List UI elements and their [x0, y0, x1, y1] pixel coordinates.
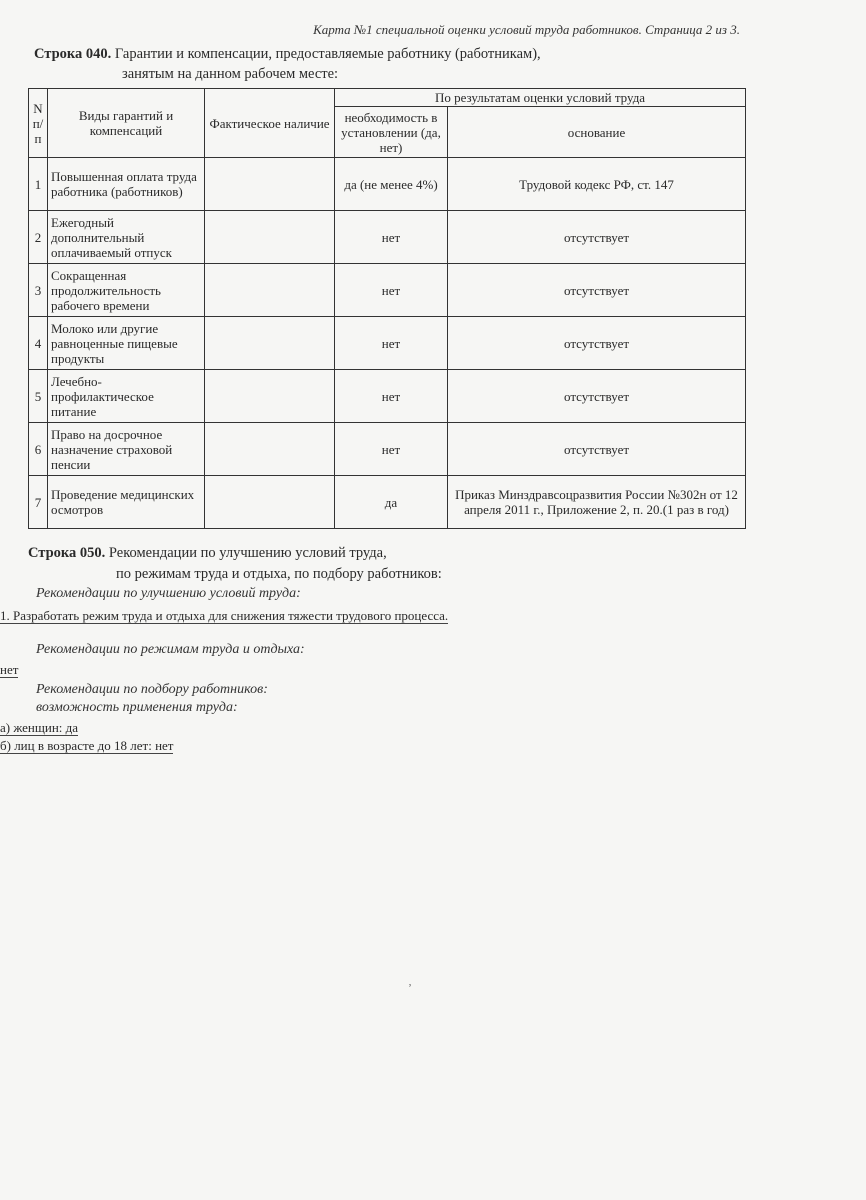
row-kind: Лечебно-профилактическое питание — [48, 370, 205, 423]
row-actual — [205, 317, 335, 370]
col-basis-header: основание — [448, 107, 746, 158]
row-num: 1 — [29, 158, 48, 211]
table-row — [29, 264, 746, 317]
women-value: а) женщин: да — [0, 720, 79, 735]
scan-speck: ‚ — [408, 974, 412, 988]
col-actual-header: Фактическое наличие — [205, 89, 335, 158]
section-040-text: Гарантии и компенсации, предоставляемые работнику (работникам), — [114, 46, 541, 62]
regime-value: нет — [0, 662, 19, 677]
row-actual — [205, 264, 335, 317]
row-basis: отсутствует — [448, 423, 746, 476]
table-row — [29, 476, 746, 529]
row-need: нет — [335, 370, 448, 423]
row-basis: отсутствует — [448, 211, 746, 264]
row-actual — [205, 370, 335, 423]
row-need: нет — [335, 211, 448, 264]
row-need: нет — [335, 423, 448, 476]
row-basis: Приказ Минздравсоцразвития России №302н от 12 апреля 2011 г., Приложение 2, п. 20.(1 раз в год) — [448, 476, 746, 529]
row-num: 3 — [29, 264, 48, 317]
row-num: 4 — [29, 317, 48, 370]
improve-value: 1. Разработать режим труда и отдыха для снижения тяжести трудового процесса. — [0, 608, 449, 623]
row-num: 2 — [29, 211, 48, 264]
row-basis: Трудовой кодекс РФ, ст. 147 — [448, 158, 746, 211]
row-basis: отсутствует — [448, 264, 746, 317]
guarantees-table — [28, 88, 746, 529]
row-basis: отсутствует — [448, 317, 746, 370]
row-need: нет — [335, 317, 448, 370]
section-040-title-cont: занятым на данном рабочем месте: — [122, 66, 339, 82]
selection-label: Рекомендации по подбору работников: — [36, 682, 268, 697]
col-num-header: N п/п — [29, 89, 48, 158]
possibility-label: возможность применения труда: — [36, 700, 238, 715]
minors-value: б) лиц в возрасте до 18 лет: нет — [0, 738, 174, 753]
row-kind: Повышенная оплата труда работника (работников) — [48, 158, 205, 211]
section-050-text: Рекомендации по улучшению условий труда, — [108, 545, 387, 561]
section-050-label: Строка 050. — [28, 545, 106, 561]
table-row — [29, 158, 746, 211]
col-group-header: По результатам оценки условий труда — [335, 89, 746, 107]
row-num: 7 — [29, 476, 48, 529]
page-header: Карта №1 специальной оценки условий труда работников. Страница 2 из 3. — [313, 22, 740, 37]
row-need: нет — [335, 264, 448, 317]
table-row — [29, 423, 746, 476]
regime-label: Рекомендации по режимам труда и отдыха: — [36, 642, 305, 657]
col-need-header: необходимость в установлении (да, нет) — [335, 107, 448, 158]
row-need: да — [335, 476, 448, 529]
row-actual — [205, 423, 335, 476]
row-kind: Сокращенная продолжительность рабочего времени — [48, 264, 205, 317]
row-num: 6 — [29, 423, 48, 476]
section-050-title — [28, 545, 387, 562]
table-row — [29, 370, 746, 423]
section-050-title-cont: по режимам труда и отдыха, по подбору работников: — [116, 566, 442, 582]
col-kind-header: Виды гарантий и компенсаций — [48, 89, 205, 158]
row-actual — [205, 211, 335, 264]
row-kind: Ежегодный дополнительный оплачиваемый отпуск — [48, 211, 205, 264]
row-actual — [205, 158, 335, 211]
table-header-row — [29, 89, 746, 107]
section-040-label: Строка 040. — [34, 46, 112, 62]
row-need: да (не менее 4%) — [335, 158, 448, 211]
row-basis: отсутствует — [448, 370, 746, 423]
row-kind: Право на досрочное назначение страховой пенсии — [48, 423, 205, 476]
section-040-title — [34, 46, 541, 63]
row-num: 5 — [29, 370, 48, 423]
table-row — [29, 211, 746, 264]
row-kind: Молоко или другие равноценные пищевые продукты — [48, 317, 205, 370]
table-row — [29, 317, 746, 370]
row-actual — [205, 476, 335, 529]
improve-label: Рекомендации по улучшению условий труда: — [36, 586, 301, 601]
row-kind: Проведение медицинских осмотров — [48, 476, 205, 529]
